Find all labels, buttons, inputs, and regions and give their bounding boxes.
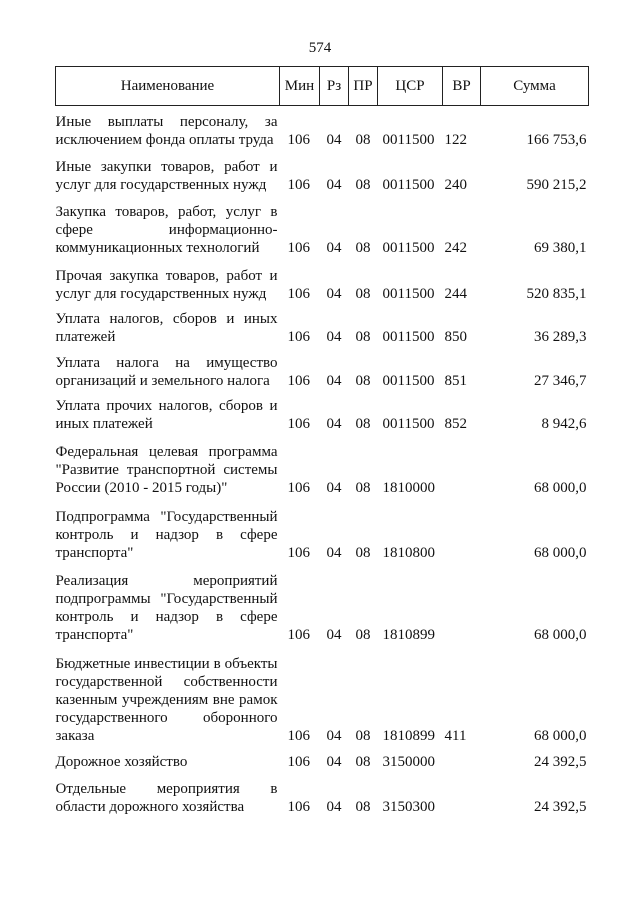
budget-table (55, 66, 589, 816)
cell-csr: 3150000 (382, 754, 435, 770)
cell-vr (443, 745, 481, 771)
cell-name: Подпрограмма "Государственный контроль и надзор в сфере транспорта" (55, 509, 278, 561)
cell-pr: 08 (355, 286, 371, 302)
cell-min: 106 (287, 132, 310, 148)
cell-pr: 08 (355, 799, 371, 815)
cell-sum: 24 392,5 (534, 799, 587, 815)
table-row (56, 433, 589, 497)
cell-vr: 411 (444, 728, 467, 744)
cell-csr: 1810000 (382, 480, 435, 496)
table-row (56, 194, 589, 257)
cell-sum: 69 380,1 (534, 240, 587, 256)
cell-rz: 04 (326, 799, 342, 815)
cell-vr: 122 (444, 132, 467, 148)
cell-csr: 3150300 (382, 799, 435, 815)
table-row (56, 562, 589, 644)
cell-sum: 8 942,6 (541, 416, 587, 432)
column-header-min: Мин (280, 67, 320, 106)
cell-pr: 08 (355, 728, 371, 744)
cell-min: 106 (287, 373, 310, 389)
table-row (56, 745, 589, 771)
cell-rz: 04 (326, 754, 342, 770)
cell-min: 106 (287, 754, 310, 770)
cell-rz: 04 (326, 545, 342, 561)
cell-sum: 166 753,6 (526, 132, 587, 148)
cell-pr: 08 (355, 480, 371, 496)
cell-rz: 04 (326, 286, 342, 302)
cell-min: 106 (287, 329, 310, 345)
cell-name: Иные закупки товаров, работ и услуг для государственных нужд (55, 159, 278, 193)
cell-sum: 24 392,5 (534, 754, 587, 770)
cell-sum: 68 000,0 (534, 627, 587, 643)
cell-min: 106 (287, 799, 310, 815)
table-header-row (56, 67, 589, 106)
cell-csr: 1810800 (382, 545, 435, 561)
cell-name: Отдельные мероприятия в области дорожного хозяйства (55, 781, 278, 815)
cell-csr: 1810899 (382, 627, 435, 643)
cell-csr: 0011500 (382, 286, 435, 302)
cell-csr: 0011500 (382, 132, 435, 148)
cell-name: Уплата прочих налогов, сборов и иных платежей (55, 398, 278, 432)
cell-pr: 08 (355, 177, 371, 193)
table-row (56, 346, 589, 390)
cell-min: 106 (287, 240, 310, 256)
cell-csr: 0011500 (382, 177, 435, 193)
cell-name: Уплата налога на имущество организаций и земельного налога (55, 355, 278, 389)
table-row (56, 390, 589, 433)
cell-min: 106 (287, 177, 310, 193)
cell-name: Иные выплаты персоналу, за исключением фонда оплаты труда (55, 114, 278, 148)
cell-min: 106 (287, 728, 310, 744)
cell-vr: 244 (444, 286, 467, 302)
cell-min: 106 (287, 480, 310, 496)
cell-vr (443, 433, 481, 497)
cell-rz: 04 (326, 416, 342, 432)
cell-sum: 27 346,7 (534, 373, 587, 389)
cell-min: 106 (287, 416, 310, 432)
table-row (56, 497, 589, 562)
cell-vr: 242 (444, 240, 467, 256)
cell-csr: 0011500 (382, 416, 435, 432)
cell-sum: 36 289,3 (534, 329, 587, 345)
cell-csr: 1810899 (382, 728, 435, 744)
column-header-pr: ПР (349, 67, 378, 106)
column-header-sum: Сумма (481, 67, 589, 106)
cell-min: 106 (287, 545, 310, 561)
cell-rz: 04 (326, 329, 342, 345)
column-header-csr: ЦСР (378, 67, 443, 106)
cell-sum: 590 215,2 (526, 177, 587, 193)
cell-sum: 68 000,0 (534, 728, 587, 744)
cell-csr: 0011500 (382, 240, 435, 256)
table-row (56, 303, 589, 346)
cell-name: Уплата налогов, сборов и иных платежей (55, 311, 278, 345)
cell-rz: 04 (326, 627, 342, 643)
cell-pr: 08 (355, 627, 371, 643)
column-header-vr: ВР (443, 67, 481, 106)
cell-rz: 04 (326, 177, 342, 193)
cell-name: Прочая закупка товаров, работ и услуг для государственных нужд (55, 268, 278, 302)
cell-pr: 08 (355, 373, 371, 389)
cell-rz: 04 (326, 480, 342, 496)
column-header-rz: Рз (320, 67, 349, 106)
cell-name: Реализация мероприятий подпрограммы "Государственный контроль и надзор в сфере транспорта" (55, 573, 278, 643)
cell-sum: 68 000,0 (534, 480, 587, 496)
cell-pr: 08 (355, 329, 371, 345)
cell-name: Дорожное хозяйство (55, 754, 188, 770)
cell-pr: 08 (355, 132, 371, 148)
cell-pr: 08 (355, 416, 371, 432)
cell-vr: 850 (444, 329, 467, 345)
cell-csr: 0011500 (382, 329, 435, 345)
table-row (56, 644, 589, 745)
cell-vr: 240 (444, 177, 467, 193)
cell-csr: 0011500 (382, 373, 435, 389)
cell-rz: 04 (326, 728, 342, 744)
column-header-name: Наименование (56, 67, 280, 106)
cell-sum: 520 835,1 (526, 286, 587, 302)
table-row (56, 771, 589, 816)
cell-min: 106 (287, 286, 310, 302)
cell-name: Закупка товаров, работ, услуг в сфере информационно-коммуникационных технологий (55, 204, 278, 256)
cell-vr: 852 (444, 416, 467, 432)
cell-name: Бюджетные инвестиции в объекты государственной собственности казенным учреждениям вне рамок государственного оборонного заказа (55, 656, 278, 744)
cell-rz: 04 (326, 373, 342, 389)
cell-rz: 04 (326, 132, 342, 148)
cell-vr (443, 562, 481, 644)
cell-pr: 08 (355, 754, 371, 770)
table-row (56, 257, 589, 303)
table-row (56, 106, 589, 150)
cell-name: Федеральная целевая программа "Развитие транспортной системы России (2010 - 2015 годы)" (55, 444, 278, 496)
cell-vr (443, 771, 481, 816)
cell-sum: 68 000,0 (534, 545, 587, 561)
page-number: 574 (308, 40, 332, 56)
cell-pr: 08 (355, 240, 371, 256)
cell-vr: 851 (444, 373, 467, 389)
cell-pr: 08 (355, 545, 371, 561)
cell-vr (443, 497, 481, 562)
table-row (56, 149, 589, 194)
cell-min: 106 (287, 627, 310, 643)
cell-rz: 04 (326, 240, 342, 256)
